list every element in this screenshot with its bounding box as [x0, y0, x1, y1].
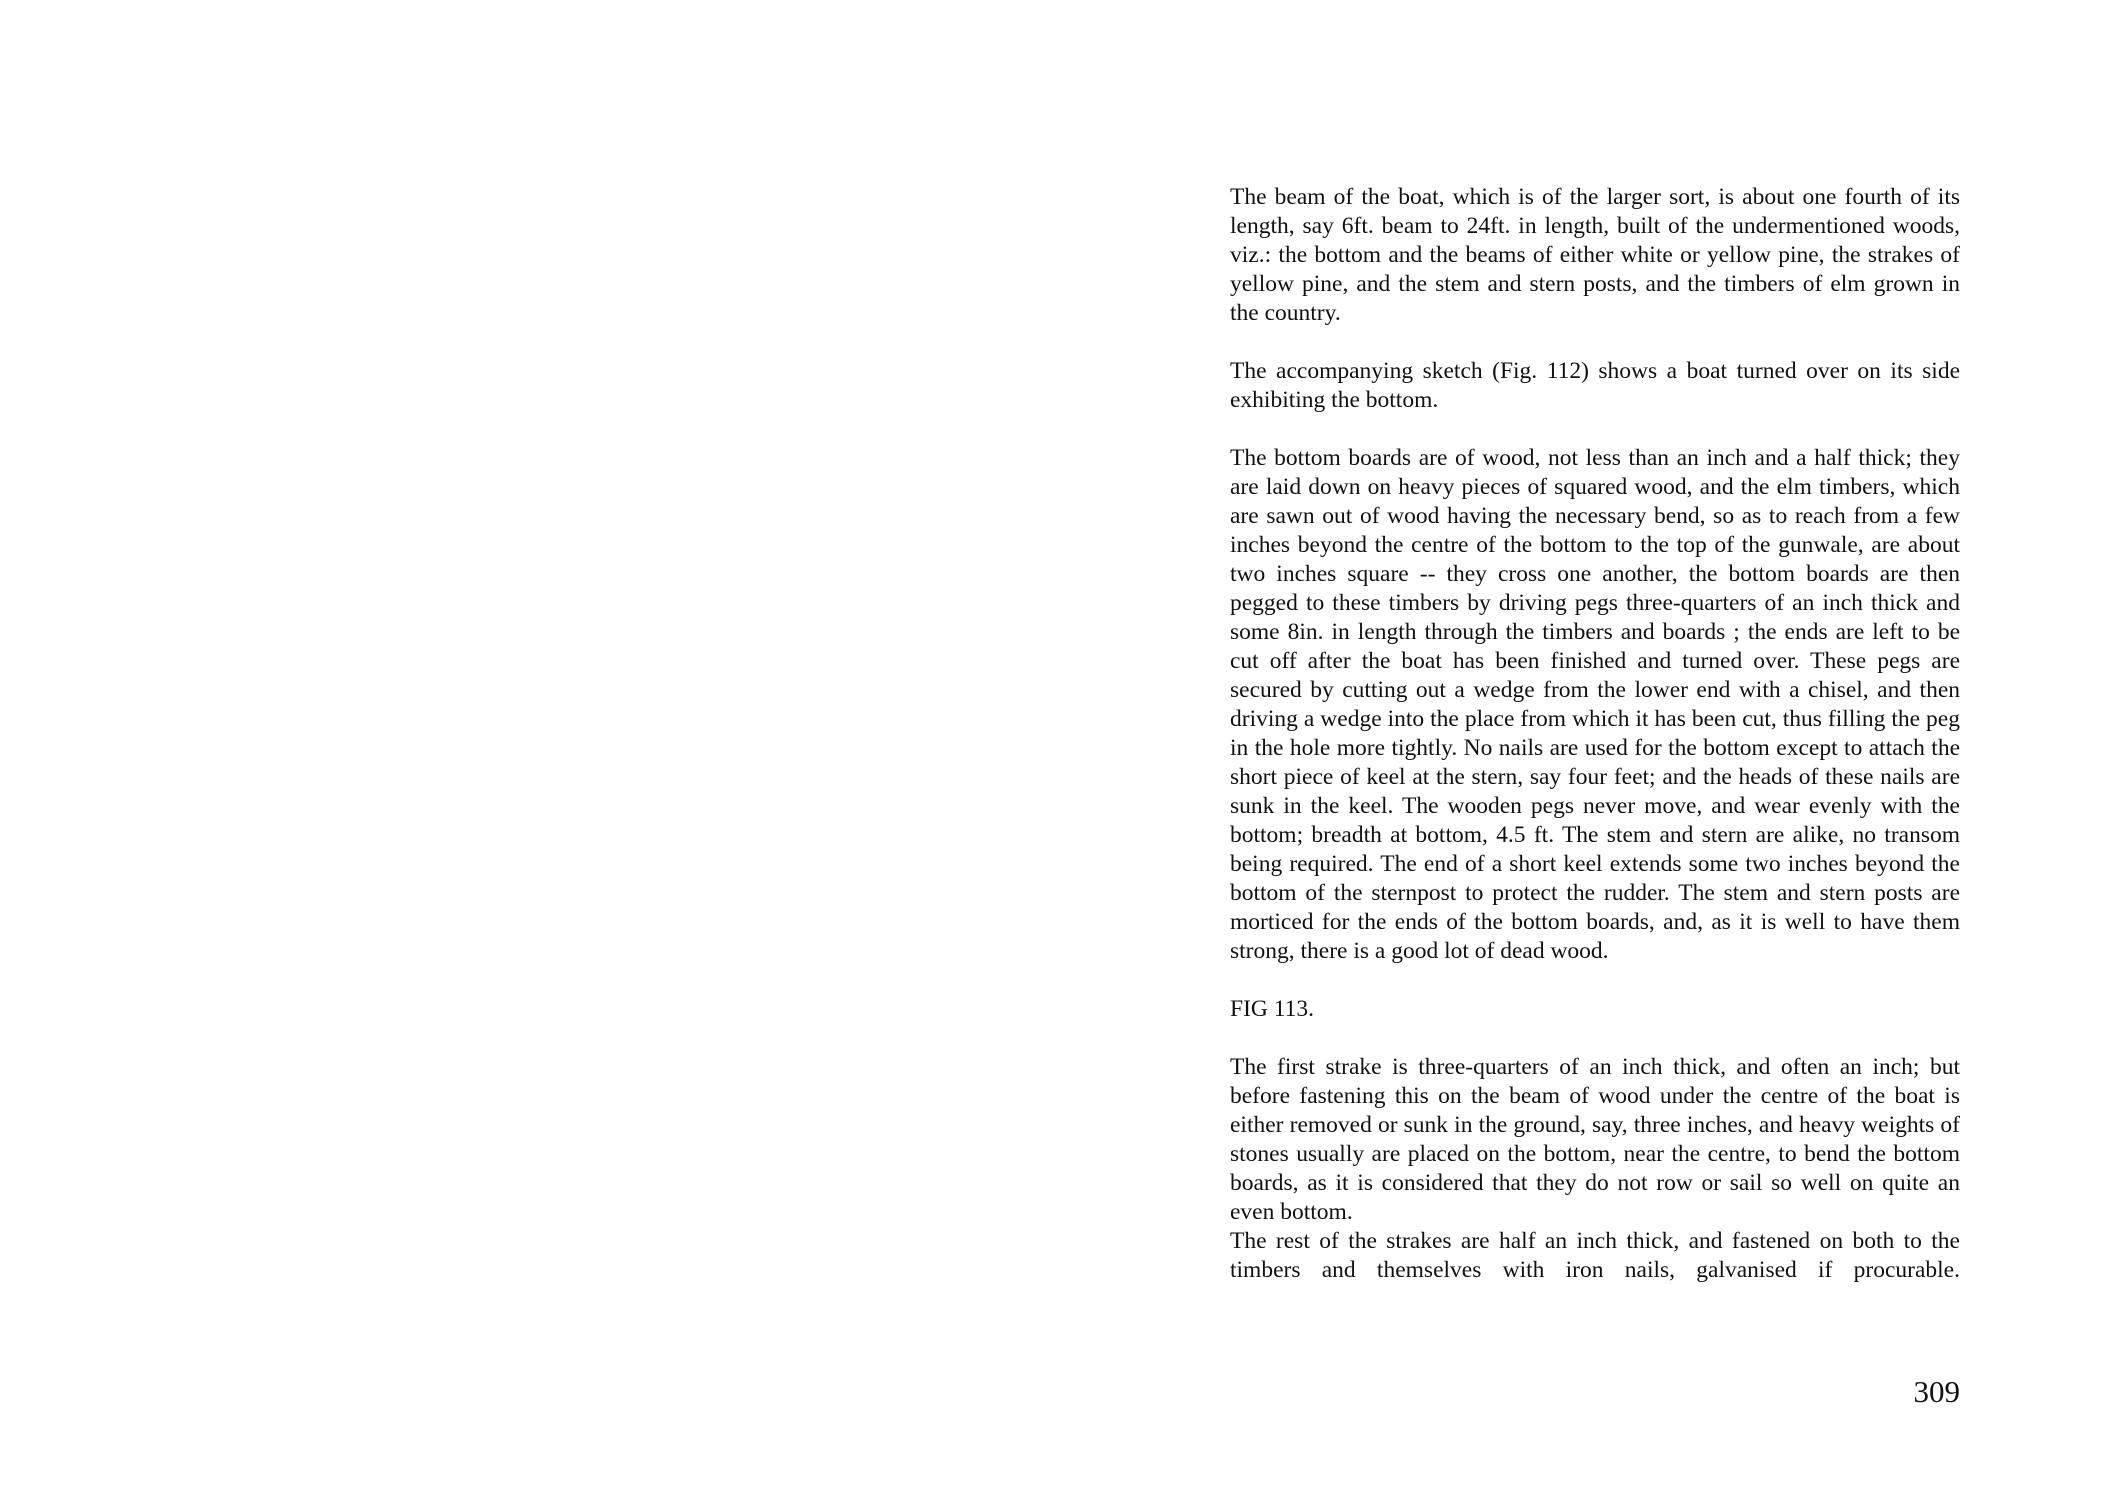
left-page-blank [0, 0, 1052, 1489]
body-text [1230, 183, 1960, 1285]
paragraph-first-strake: The first strake is three-quarters of an inch thick, and often an inch; but before fastening this on the beam of wood under the centre of the boat is either removed or sunk in the ground, say, three inches, and heavy weights of stones usually are placed on the bottom, near the centre, to bend the bottom boards, as it is considered that they do not row or sail so well on quite an even bottom. [1230, 1054, 1960, 1225]
paragraph-boat-beam: The beam of the boat, which is of the larger sort, is about one fourth of its length, say 6ft. beam to 24ft. in length, built of the undermentioned woods, viz.: the bottom and the beams of either white or yellow pine, the strakes of yellow pine, and the stem and stern posts, and the timbers of elm grown in the country. [1230, 184, 1960, 326]
paragraph-rest-of-strakes: The rest of the strakes are half an inch thick, and fastened on both to the timbers and themselves with iron nails, galvanised if procurable. [1230, 1228, 1960, 1283]
paragraph-bottom-boards: The bottom boards are of wood, not less than an inch and a half thick; they are laid down on heavy pieces of squared wood, and the elm timbers, which are sawn out of wood having the necessary bend, so as to reach from a few inches beyond the centre of the bottom to the top of the gunwale, are about two inches square -- they cross one another, the bottom boards are then pegged to these timbers by driving pegs three-quarters of an inch thick and some 8in. in length through the timbers and boards ; the ends are left to be cut off after the boat has been finished and turned over. These pegs are secured by cutting out a wedge from the lower end with a chisel, and then driving a wedge into the place from which it has been cut, thus filling the peg in the hole more tightly. No nails are used for the bottom except to attach the short piece of keel at the stern, say four feet; and the heads of these nails are sunk in the keel. The wooden pegs never move, and wear evenly with the bottom; breadth at bottom, 4.5 ft. The stem and stern are alike, no transom being required. The end of a short keel extends some two inches beyond the bottom of the sternpost to protect the rudder. The stem and stern posts are morticed for the ends of the bottom boards, and, as it is well to have them strong, there is a good lot of dead wood. [1230, 445, 1960, 964]
page-number: 309 [1913, 1374, 1960, 1409]
paragraph-sketch-fig-112: The accompanying sketch (Fig. 112) shows a boat turned over on its side exhibiting the bottom. [1230, 358, 1960, 413]
right-page [1052, 0, 2105, 1489]
figure-caption-fig-113: FIG 113. [1230, 996, 1314, 1022]
